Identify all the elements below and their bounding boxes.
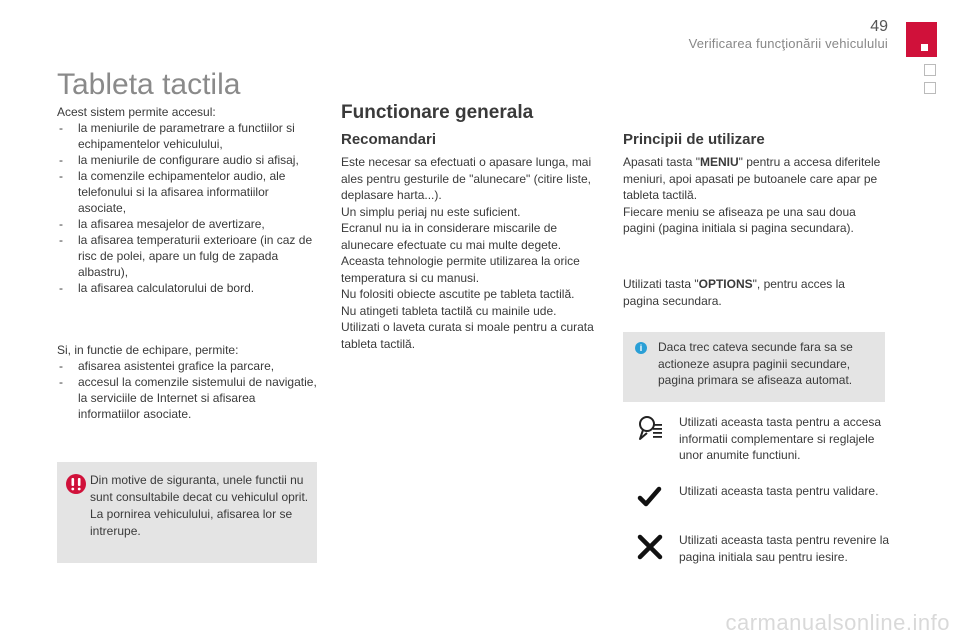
paragraph: Nu atingeti tableta tactilă cu mainile ude. [341,303,557,318]
paragraph: Nu folositi obiecte ascutite pe tableta tactilă. [341,287,575,301]
list-item: - la afisarea mesajelor de avertizare, [57,216,319,232]
watermark: carmanualsonline.info [725,610,950,635]
paragraph [623,154,883,204]
menu-key-label: MENIU [699,155,739,169]
info-box [623,332,885,402]
outline-square-icon [924,82,936,94]
section-title: Functionare generala [341,102,534,123]
paragraph: Ecranul nu ia in considerare miscarile de alunecare efectuate cu mai multe degete. [341,221,562,252]
usage-text-1 [623,154,883,237]
text-span: Apasati tasta " [623,155,700,169]
info-text: Daca trec cateva secunde fara sa se actioneze asupra paginii secundare, pagina primara se afiseaza automat. [658,340,853,387]
tab-square-icon [921,44,928,51]
intro-block [57,104,319,296]
options-icon [636,414,664,442]
equipment-text: Si, in functie de echipare, permite: [57,343,239,357]
page-title: Tableta tactila [57,68,241,101]
paragraph [623,276,883,309]
chapter-tab [906,22,937,57]
intro-text: Acest sistem permite accesul: [57,105,216,119]
key-description: Utilizati aceasta tasta pentru revenire la pagina initiala sau pentru iesire. [679,533,890,564]
text-span: " pentru a accesa diferitele meniuri, apoi apasati pe butoanele care apar pe tableta tactilă. [623,155,881,202]
checkmark-icon [636,483,664,511]
usage-principles-title: Principii de utilizare [623,131,765,148]
feature-list [57,120,319,296]
warning-box [57,462,317,563]
recommendations-title: Recomandari [341,131,437,148]
info-icon: i [635,342,647,354]
list-item: - la afisarea calculatorului de bord. [57,280,319,296]
key-description: Utilizati aceasta tasta pentru validare. [679,484,879,498]
paragraph: Utilizati o laveta curata si moale pentru a curata tableta tactilă. [341,320,594,351]
page-number: 49 [870,18,888,35]
usage-text-2 [623,276,883,309]
paragraph: Un simplu periaj nu este suficient. [341,204,521,219]
list-item: - la comenzile echipamentelor audio, ale telefonului si la afisarea informatiilor asociate, [57,168,319,216]
warning-icon [66,474,86,494]
list-item: - la meniurile de configurare audio si afisaj, [57,152,319,168]
outline-square-icon [924,64,936,76]
key-description: Utilizati aceasta tasta pentru a accesa informatii complementare si reglajele unor anumite functiuni. [679,415,882,462]
paragraph: Fiecare meniu se afiseaza pe una sau doua pagini (pagina initiala si pagina secundara). [623,204,856,235]
paragraph: Este necesar sa efectuati o apasare lunga, mai ales pentru gesturile de "alunecare" (citire liste, deplasare harta...). [341,155,592,202]
list-item: - afisarea asistentei grafice la parcare, [57,358,319,374]
text-span: Utilizati tasta " [623,277,699,291]
close-icon [636,532,664,560]
recommendations-text [341,154,606,352]
equipment-block [57,342,319,422]
chapter-title: Verificarea funcţionării vehiculului [688,36,888,51]
list-item: - accesul la comenzile sistemului de navigatie, la serviciile de Internet si afisarea informatiilor asociate. [57,374,319,422]
equipment-list [57,358,319,422]
list-item: - la afisarea temperaturii exterioare (in caz de risc de polei, apare un fulg de zapada albastru), [57,232,319,280]
paragraph: Aceasta tehnologie permite utilizarea la orice temperatura si cu manusi. [341,254,580,285]
warning-text: Din motive de siguranta, unele functii nu sunt consultabile decat cu vehiculul oprit. La pornirea vehiculului, afisarea lor se intrerupe. [90,473,309,538]
text-span: ", pentru acces la pagina secundara. [623,277,845,308]
list-item: - la meniurile de parametrare a functiilor si echipamentelor vehiculului, [57,120,319,152]
options-key-label: OPTIONS [698,277,753,291]
